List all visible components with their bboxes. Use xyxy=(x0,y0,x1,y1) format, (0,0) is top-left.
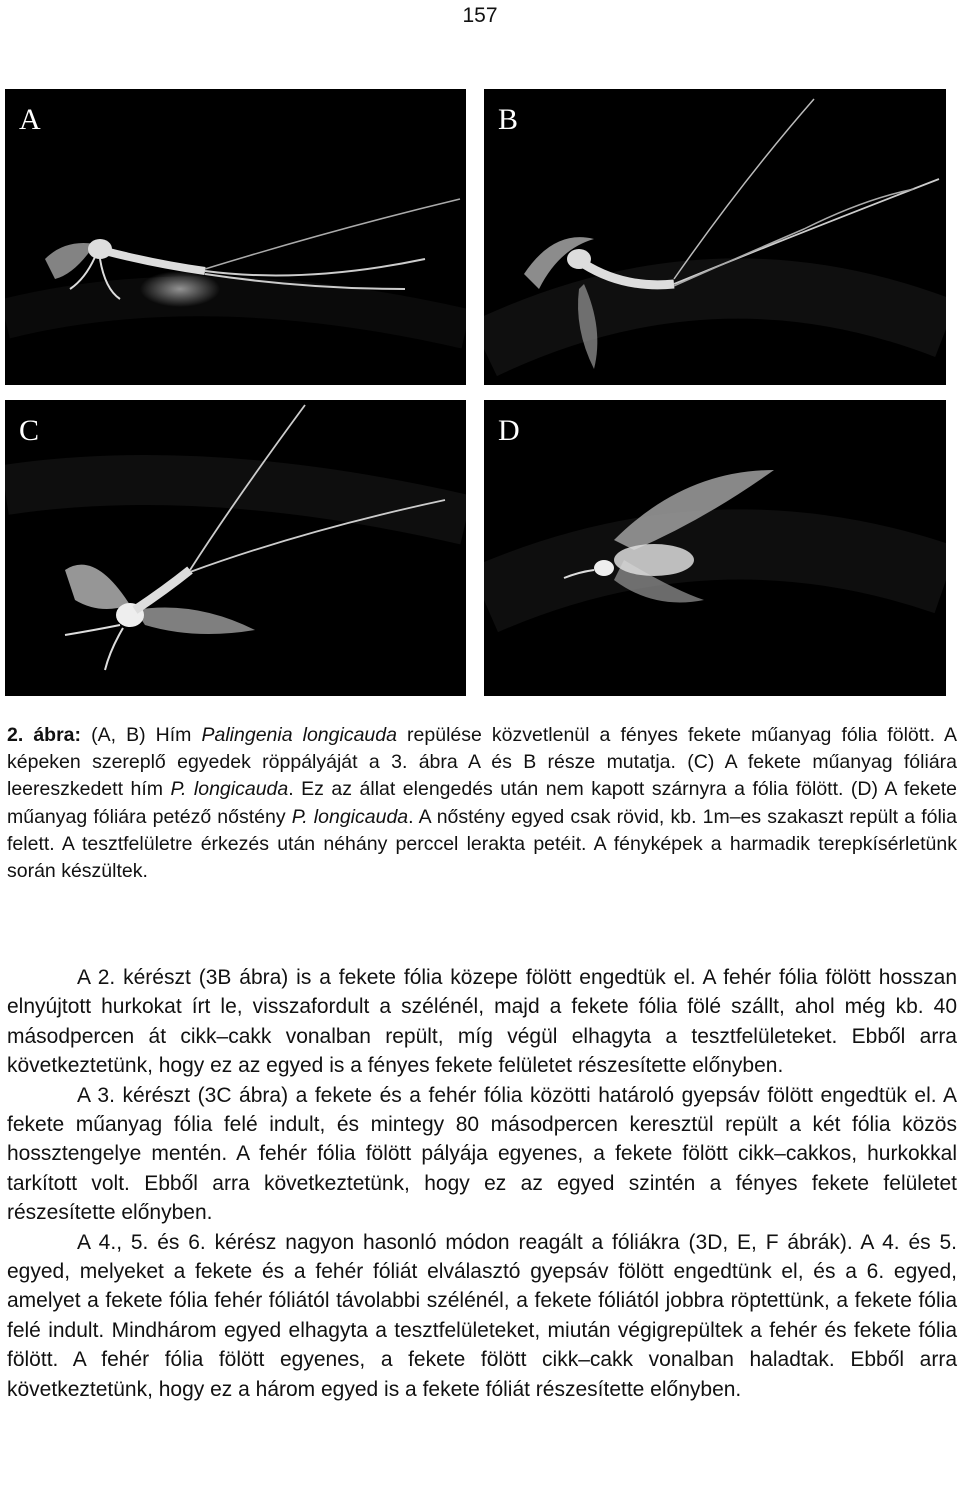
caption-species-3: P. longicauda xyxy=(291,805,409,828)
caption-part-1: (A, B) Hím xyxy=(81,724,202,746)
mayfly-photo-b xyxy=(484,89,946,385)
panel-label-b: B xyxy=(498,103,519,136)
paragraph: A 3. kérészt (3C ábra) a fekete és a fehér fólia közötti határoló gyepsáv fölött engedtük el. A fekete műanyag fólia felé indult, és mintegy 80 másodpercen keresztül repült a két fólia közös hossztengelye mentén. A fehér fólia fölött pályája egyenes, a fekete fölött cikk–cakkos, hurkokkal tarkított volt. Ebből arra következtetünk, hogy ez az egyed szintén a fényes fekete felületet részesítette előnyben. xyxy=(7,1083,957,1225)
photo-panel-d xyxy=(484,400,946,696)
photo-panel-b xyxy=(484,89,946,385)
paragraph: A 2. kérészt (3B ábra) is a fekete fólia közepe fölött engedtük el. A fehér fólia fölött hosszan elnyújtott hurkokat írt le, visszafordult a szélénél, majd a fekete fólia fölé szállt, ahol még kb. 40 másodpercen át cikk–cakk vonalban repült, míg végül elhagyta a tesztfelületeket. Ebből arra következtetünk, hogy ez az egyed is a fényes fekete felületet részesítette előnyben. xyxy=(7,966,957,1078)
panel-label-d: D xyxy=(498,414,520,447)
page-number: 157 xyxy=(462,4,498,27)
caption-label: 2. ábra: xyxy=(7,724,82,746)
figure-caption xyxy=(7,722,957,885)
paragraph: A 4., 5. és 6. kérész nagyon hasonló módon reagált a fóliákra (3D, E, F ábrák). A 4. és 5. egyed, melyeket a fekete és a fehér fóliát elválasztó gyepsáv fölött engedtünk el, és a 6. egyed, amelyet a fekete fólia fehér fóliától távolabbi szélénél, a fekete fóliától jobbra röptettünk, a fekete fólia felé indult. Mindhárom egyed elhagyta a tesztfelületeket, miután végigrepültek a fehér és fekete fólia fölött. A fehér fólia fölött egyenes, a fekete fölött cikk–cakk vonalban haladtak. Ebből arra következtetünk, hogy ez a három egyed is a fekete fóliát részesítette előnyben. xyxy=(7,1230,957,1401)
caption-part-2: repülése közvetlenül a fényes fekete műanyag fólia fölött. A képeken szereplő egyedek röppályáját a 3. ábra A és B része mutatja. (C) A fekete műanyag fóliára leereszkedett hím xyxy=(7,724,957,801)
caption-part-3: . Ez az állat elengedés után nem kapott szárnyra a fólia fölött. (D) A fekete műanyag fóliára petéző nőstény xyxy=(7,778,957,828)
caption-part-4: . A nőstény egyed csak rövid, kb. 1m–es szakaszt repült a fólia felett. A tesztfelületre érkezés után néhány perccel lerakta petéit. A fényképek a harmadik terepkísérletünk során készültek. xyxy=(7,805,957,883)
caption-species-2: P. longicauda xyxy=(170,778,289,801)
body-text xyxy=(7,963,957,1404)
panel-label-a: A xyxy=(19,103,41,136)
photo-panel-c xyxy=(5,400,466,696)
caption-species-1: Palingenia longicauda xyxy=(201,724,397,746)
mayfly-photo-d xyxy=(484,400,946,696)
panel-label-c: C xyxy=(19,414,40,447)
mayfly-photo-a xyxy=(5,89,466,385)
photo-panel-a xyxy=(5,89,466,385)
mayfly-photo-c xyxy=(5,400,466,696)
